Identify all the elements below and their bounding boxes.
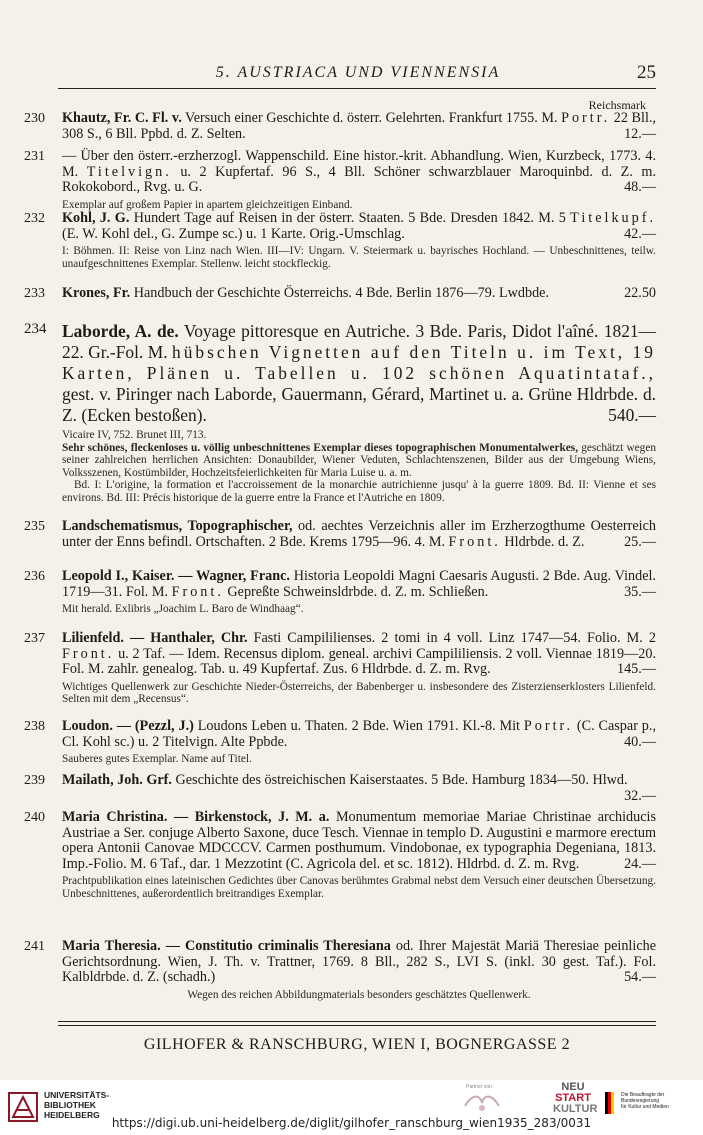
entry-text: Loudon. — (Pezzl, J.) Loudons Leben u. Thaten. 2 Bde. Wien 1791. Kl.-8. Mit Portr. (C. Caspar p., Cl. Kohl sc.) u. 2 Titelvign. Alte Ppbde. 40.—	[62, 718, 656, 750]
entry-price: 48.—	[624, 179, 656, 195]
entry-author: Landschematismus, Topographischer,	[62, 518, 293, 534]
entry-price: 32.—	[624, 787, 656, 804]
federal-eagle-icon	[605, 1092, 617, 1114]
entry-number: 232	[24, 211, 45, 226]
catalog-entry	[24, 631, 656, 706]
entry-text: Laborde, A. de. Voyage pittoresque en Autriche. 3 Bde. Paris, Didot l'aîné. 1821—22. Gr.-Fol. M. hübschen Vignetten auf den Titeln u. im Text, 19 Karten, Plänen u. Tabellen u. 102 schönen Aquatintataf., gest. v. Piringer nach Laborde, Gauermann, Gérard, Martinet u. a. Grüne Hldrbde. d. Z. (Ecken bestoßen). 540.—	[62, 321, 657, 425]
partner-logo-icon[interactable]	[462, 1092, 502, 1114]
entry-note: Exemplar auf großem Papier in apartem gleichzeitigen Einband.	[62, 198, 353, 211]
entry-text: Khautz, Fr. C. Fl. v. Versuch einer Geschichte d. österr. Gelehrten. Frankfurt 1755. M. Portr. 22 Bll., 308 S., 6 Bll. Ppbd. d. Z. Selten. 12.—	[62, 110, 656, 142]
entry-number: 240	[24, 810, 45, 825]
entry-author: Laborde, A. de.	[62, 321, 179, 341]
entry-price: 35.—	[624, 583, 656, 600]
catalog-entry	[24, 773, 656, 804]
entry-number: 241	[24, 939, 45, 954]
entry-note: Sauberes gutes Exemplar. Name auf Titel.	[62, 753, 252, 765]
entry-price: 24.—	[624, 855, 656, 872]
entry-price: 22.50	[624, 285, 656, 301]
catalog-entry	[24, 939, 656, 1001]
entry-number: 230	[24, 111, 45, 126]
entry-price: 25.—	[624, 533, 656, 550]
library-name: UNIVERSITÄTS- BIBLIOTHEK HEIDELBERG	[44, 1090, 110, 1120]
entry-number: 234	[24, 321, 47, 337]
entry-price: 42.—	[624, 225, 656, 242]
entry-author: Loudon. — (Pezzl, J.)	[62, 718, 194, 734]
publisher-imprint: GILHOFER & RANSCHBURG, WIEN I, BOGNERGASSE 2	[143, 1036, 571, 1053]
entry-price: 54.—	[624, 969, 656, 985]
entry-price: 40.—	[624, 733, 656, 750]
catalog-entry	[24, 111, 656, 142]
entry-note: Prachtpublikation eines lateinischen Gedichtes über Canovas berühmtes Grabmal nebst dem Versuch einer deutschen Übersetzung. Unbeschnittenes, außerordentlich breitrandiges Exemplar.	[62, 875, 656, 900]
catalog-entry	[24, 149, 656, 211]
entry-author: Maria Theresia. — Constitutio criminalis Theresiana	[62, 938, 391, 954]
entry-price: 12.—	[624, 125, 656, 142]
bkm-logo[interactable]: Die Beauftragte der Bundesregierung für Kultur und Medien	[605, 1090, 700, 1120]
entry-text: Landschematismus, Topographischer, od. aechtes Verzeichnis aller im Erzherzogthume Oesterreich unter der Enns befindl. Ortschaften. 2 Bde. Krems 1795—96. 4. M. Front. Hldrbde. d. Z. 25.—	[62, 518, 656, 550]
entry-author: Mailath, Joh. Grf.	[62, 772, 172, 788]
entry-author: Krones, Fr.	[62, 285, 131, 301]
entry-number: 233	[24, 286, 45, 301]
entry-text: Lilienfeld. — Hanthaler, Chr. Fasti Campililienses. 2 tomi in 4 voll. Linz 1747—54. Folio. M. 2 Front. u. 2 Taf. — Idem. Recensus diplom. geneal. archivi Campililiensis. 2 voll. Viennae 1819—20. Fol. M. zahlr. genealog. Tab. u. 49 Kupfertaf. Zus. 6 Hldrbde. d. Z. m. Rvg. 145.—	[62, 630, 656, 677]
catalog-entry	[24, 321, 656, 505]
entry-text: Maria Christina. — Birkenstock, J. M. a. Monumentum memoriae Mariae Christinae archiducis Austriae a Ser. conjuge Alberto Saxone, duce Tesch. Viennae in templo D. Augustini e marmore erectum opera Antonii Canovae MDCCCV. Carmen posthumum. Vindobonae, ex typographia Degeniana, 1813. Imp.-Folio. M. 6 Taf., dar. 1 Mezzotint (C. Agricola del. et sc. 1812). Hldrbd. d. Z. m. Rvg. 24.—	[62, 809, 657, 872]
entry-note: I: Böhmen. II: Reise von Linz nach Wien. III—IV: Ungarn. V. Steiermark u. bayrisches Hochland. — Unbeschnittenes, teilw. unaufgeschnittenes Exemplar. Stellenw. leicht stockfleckig.	[62, 245, 656, 270]
catalog-entry	[24, 810, 656, 900]
permalink-url[interactable]: https://digi.ub.uni-heidelberg.de/diglit/gilhofer_ranschburg_wien1935_283/0031	[111, 1116, 592, 1130]
header-rule	[58, 88, 656, 89]
entry-text: Maria Theresia. — Constitutio criminalis Theresiana od. Ihrer Majestät Mariä Theresiae peinliche Gerichtsordnung. Wien, J. Th. v. Trattner, 1769. 8 Bll., 282 S., LVI S. (inkl. 30 gest. Taf.). Fol. Kalbldrbde. d. Z. (schadh.) 54.—	[62, 938, 657, 985]
neustart-kultur-logo[interactable]: NEU START KULTUR	[553, 1081, 598, 1115]
catalog-entry	[24, 211, 656, 270]
section-title: 5. AUSTRIACA UND VIENNENSIA	[215, 64, 501, 81]
entry-number: 231	[24, 149, 45, 164]
entry-note: Wegen des reichen Abbildungmaterials besonders geschätztes Quellenwerk.	[187, 988, 531, 1001]
entry-note: Mit herald. Exlibris „Joachim L. Baro de Windhaag“.	[62, 603, 304, 615]
entry-author: Khautz, Fr. C. Fl. v.	[62, 110, 182, 126]
entry-author: Lilienfeld. — Hanthaler, Chr.	[62, 630, 248, 646]
catalog-entry	[24, 519, 656, 550]
page-number: 25	[637, 62, 656, 83]
entry-number: 238	[24, 719, 45, 734]
partner-label: Partner von	[466, 1084, 492, 1090]
entry-number: 235	[24, 519, 45, 534]
currency-label: Reichsmark	[588, 98, 646, 112]
entry-price: 540.—	[608, 405, 656, 425]
catalog-entry	[24, 286, 656, 302]
footer-rule	[58, 1021, 656, 1022]
catalog-entry	[24, 719, 656, 766]
entry-note: Wichtiges Quellenwerk zur Geschichte Nieder-Österreichs, der Babenberger u. insbesondere des Zisterzienserklosters Lilienfeld. Selten mit dem „Recensus“.	[62, 680, 656, 706]
entry-text: Krones, Fr. Handbuch der Geschichte Österreichs. 4 Bde. Berlin 1876—79. Lwdbde. 22.50	[62, 285, 656, 301]
entry-author: Maria Christina. — Birkenstock, J. M. a.	[62, 809, 330, 825]
entry-number: 239	[24, 773, 45, 788]
entry-text: Kohl, J. G. Hundert Tage auf Reisen in der österr. Staaten. 5 Bde. Dresden 1842. M. 5 Titelkupf. (E. W. Kohl del., G. Zumpe sc.) u. 1 Karte. Orig.-Umschlag. 42.—	[62, 210, 657, 242]
entry-text: Leopold I., Kaiser. — Wagner, Franc. Historia Leopoldi Magni Caesaris Augusti. 2 Bde. Aug. Vindel. 1719—31. Fol. M. Front. Gepreßte Schweinsldrbde. d. Z. m. Schließen. 35.—	[62, 568, 656, 600]
catalog-entry	[24, 569, 656, 616]
entry-author: Leopold I., Kaiser. — Wagner, Franc.	[62, 568, 290, 584]
entry-price: 145.—	[616, 661, 656, 677]
running-header	[60, 64, 656, 86]
entry-text: — Über den österr.-erzherzogl. Wappenschild. Eine histor.-krit. Abhandlung. Wien, Kurzbeck, 1773. 4. M. Titelvign. u. 2 Kupfertaf. 96 S., 4 Bll. Schöner schwarzblauer Maroquinbd. d. Z. m. Rokokobord., Rvg. u. G. 48.—	[62, 148, 656, 195]
digital-library-footer	[0, 1080, 703, 1135]
entry-note: Vicaire IV, 752. Brunet III, 713. Sehr schönes, fleckenloses u. völlig unbeschnittenes Exemplar dieses topographischen Monumentalwerkes, geschätzt wegen seiner zahlreichen herrlichen Ansichten: Donaubilder, Wiener Veduten, Schlachtenszenen, Bilder aus der Umgebung Wiens, Volksszenen, Kostümbilder, Hochzeitsfeierlichkeiten für Maria Luise u. a. m. Bd. I: L'origine, la formation et l'accroissement de la monarchie autrichienne jusqu' à la guerre 1809. Bd. II: Vienne et ses environs. Bd. III: Précis historique de la guerre entre la France et l'Autriche en 1809.	[62, 429, 656, 504]
entry-author: Kohl, J. G.	[62, 210, 130, 226]
entry-number: 236	[24, 569, 45, 584]
footer-rule	[58, 1025, 656, 1026]
entry-number: 237	[24, 631, 45, 646]
entry-text: Mailath, Joh. Grf. Geschichte des östreichischen Kaiserstaates. 5 Bde. Hamburg 1834—50. Hlwd. 32.—	[62, 772, 656, 804]
